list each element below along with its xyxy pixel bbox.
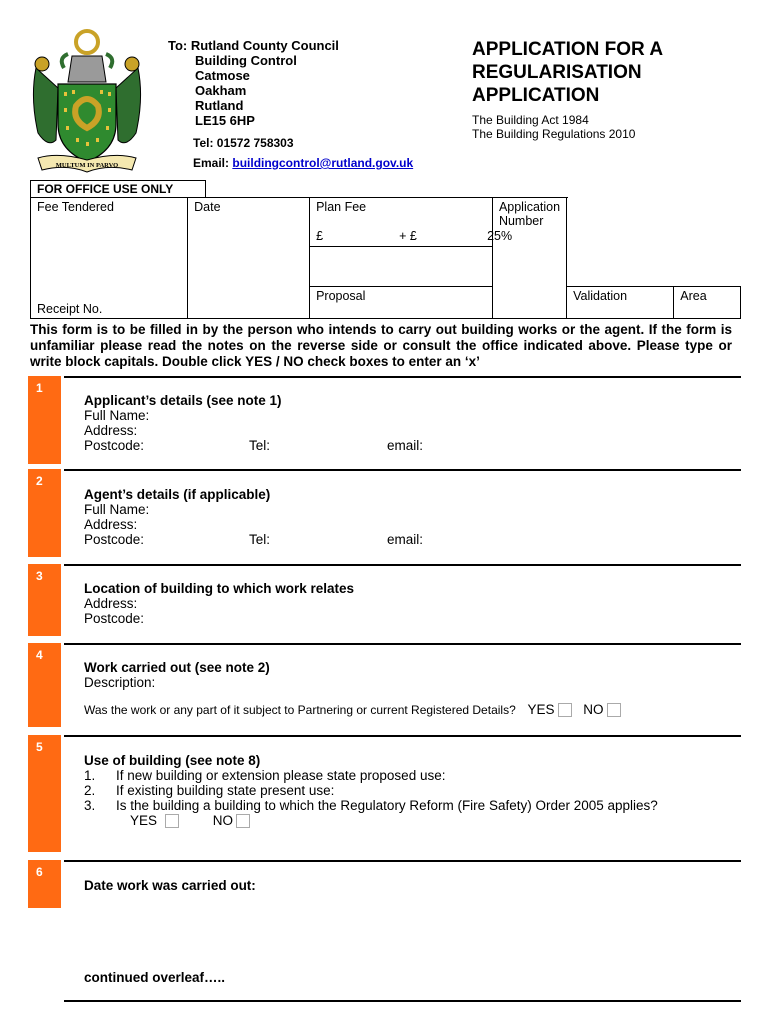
location-postcode-field[interactable]: Postcode: [84,611,145,626]
council-email-row [193,156,413,170]
proposal-cell[interactable] [310,287,567,319]
fire-safety-yes-label: YES [130,813,158,828]
agent-contact-row [84,532,424,547]
area-cell[interactable] [674,287,741,319]
section-6-divider [64,860,741,862]
date-label: Date [194,200,221,214]
partnering-question: Was the work or any part of it subject to Partnering or current Registered Details? [84,703,516,717]
agent-full-name-field[interactable]: Full Name: [84,502,150,517]
section-3-location [84,581,354,626]
office-use-table [30,197,741,319]
email-link[interactable]: buildingcontrol@rutland.gov.uk [232,156,414,170]
section-3-marker: 3 [28,564,61,636]
agent-tel-field[interactable]: Tel: [249,532,271,547]
agent-postcode-field[interactable]: Postcode: [84,532,145,547]
address-line-1: Building Control [195,53,297,68]
section-1-marker: 1 [28,376,61,464]
section-5-heading: Use of building (see note 8) [84,753,261,768]
area-label: Area [680,289,707,303]
section-1-applicant [84,393,424,453]
section-2-divider [64,469,741,471]
section-6-heading[interactable]: Date work was carried out: [84,878,256,893]
email-label: Email: [193,156,230,170]
title-line-2: REGULARISATION [472,62,642,83]
applicant-email-field[interactable]: email: [387,438,424,453]
section-4-work [84,660,621,718]
use-item-2[interactable] [84,783,335,798]
plan-fee-total-cell[interactable] [310,247,493,287]
proposal-label: Proposal [316,289,366,303]
continued-overleaf-note: continued overleaf….. [84,970,226,985]
section-1-heading: Applicant’s details (see note 1) [84,393,282,408]
section-2-heading: Agent’s details (if applicable) [84,487,271,502]
work-description-field[interactable]: Description: [84,675,156,690]
section-3-heading: Location of building to which work relates [84,581,355,596]
address-line-4: Rutland [195,98,244,113]
fee-tendered-label: Fee Tendered [37,200,114,214]
title-line-1: APPLICATION FOR A [472,39,664,60]
section-5-use [84,753,658,828]
address-postcode: LE15 6HP [195,113,255,128]
council-crest-logo [28,28,146,176]
form-title [472,38,663,107]
partnering-no-checkbox[interactable] [607,703,621,717]
agent-email-field[interactable]: email: [387,532,424,547]
partnering-yes-label: YES [527,702,555,717]
section-4-divider [64,643,741,645]
validation-cell[interactable] [567,287,674,319]
partnering-no-label: NO [583,702,604,717]
section-4-heading: Work carried out (see note 2) [84,660,270,675]
address-line-3: Oakham [195,83,247,98]
footer-divider [64,1000,741,1002]
address-to: To: Rutland County Council [168,38,339,53]
receipt-no-label: Receipt No. [37,302,103,316]
fire-safety-no-label: NO [212,813,234,828]
fire-safety-yes-checkbox[interactable] [165,814,179,828]
use-item-1[interactable] [84,768,446,783]
plan-fee-label: Plan Fee [316,200,367,214]
legislation-list [472,113,635,141]
use-item-1-number: 1. [84,768,96,783]
section-2-marker: 2 [28,469,61,557]
applicant-postcode-field[interactable]: Postcode: [84,438,145,453]
use-item-2-text: If existing building state present use: [116,783,335,798]
section-3-divider [64,564,741,566]
use-item-3 [84,798,658,813]
section-4-marker: 4 [28,643,61,727]
applicant-address-field[interactable]: Address: [84,423,138,438]
fee-tendered-cell[interactable] [31,198,188,319]
form-instructions: This form is to be filled in by the person who intends to carry out building works or the agent. If the form is unfamiliar please read the notes on the reverse side or consult the office indicated above. Please type or write block capitals. Double click YES / NO check boxes to enter an ‘x’ [30,322,732,369]
partnering-yes-checkbox[interactable] [558,703,572,717]
use-item-3-number: 3. [84,798,96,813]
applicant-contact-row [84,438,424,453]
address-line-2: Catmose [195,68,250,83]
percent-label: 25% [487,229,513,243]
plus-pound: + £ [399,229,417,243]
section-2-agent [84,487,424,547]
section-5-divider [64,735,741,737]
fire-safety-no-checkbox[interactable] [236,814,250,828]
applicant-tel-field[interactable]: Tel: [249,438,271,453]
council-address [168,38,339,128]
crest-motto: MULTUM IN PARVO [55,162,119,169]
application-number-label: Application Number [498,200,561,228]
validation-label: Validation [573,289,628,303]
use-item-1-text: If new building or extension please state proposed use: [116,768,446,783]
building-regulations: The Building Regulations 2010 [472,127,636,141]
applicant-full-name-field[interactable]: Full Name: [84,408,150,423]
plan-fee-cell[interactable] [310,198,513,247]
title-line-3: APPLICATION [472,85,600,106]
partnering-question-row [84,702,621,718]
location-address-field[interactable]: Address: [84,596,138,611]
date-cell[interactable] [188,198,310,319]
fire-safety-answer-row [84,813,260,828]
agent-address-field[interactable]: Address: [84,517,138,532]
pound-sign: £ [316,229,324,243]
section-1-divider [64,376,741,378]
section-6-date [84,878,256,893]
council-telephone: Tel: 01572 758303 [193,136,294,150]
section-5-marker: 5 [28,735,61,852]
section-6-marker: 6 [28,860,61,908]
use-item-3-text: Is the building a building to which the Regulatory Reform (Fire Safety) Order 2005 applies? [116,798,658,813]
office-use-label: FOR OFFICE USE ONLY [30,180,206,197]
building-act: The Building Act 1984 [472,113,589,127]
use-item-2-number: 2. [84,783,96,798]
